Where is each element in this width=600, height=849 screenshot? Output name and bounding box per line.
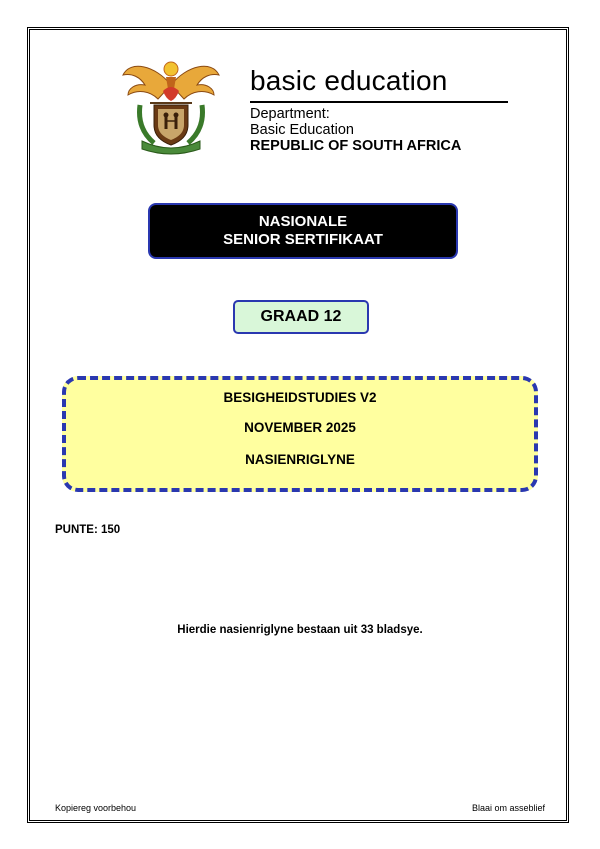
exam-session: NOVEMBER 2025	[244, 420, 356, 435]
certificate-banner	[148, 203, 458, 259]
subject-panel	[62, 376, 538, 492]
footer-turn-page: Blaai om asseblief	[471, 803, 545, 813]
total-marks: PUNTE: 150	[55, 524, 121, 536]
document-type: NASIENRIGLYNE	[245, 452, 355, 467]
country-name: REPUBLIC OF SOUTH AFRICA	[250, 138, 462, 154]
certificate-line-1: NASIONALE	[258, 213, 348, 230]
grade-badge: GRAAD 12	[233, 300, 369, 334]
department-name: Basic Education	[250, 122, 354, 138]
brand-title: basic education	[250, 65, 448, 96]
subject-name: BESIGHEIDSTUDIES V2	[223, 390, 377, 405]
footer-copyright: Kopiereg voorbehou	[55, 803, 137, 813]
department-label: Department:	[250, 106, 330, 122]
coat-of-arms-logo	[120, 55, 222, 155]
brand-rule	[250, 101, 508, 103]
page-count-note: Hierdie nasienriglyne bestaan uit 33 bladsye.	[177, 624, 423, 636]
certificate-line-2: SENIOR SERTIFIKAAT	[223, 231, 383, 248]
brand-block	[250, 66, 510, 154]
